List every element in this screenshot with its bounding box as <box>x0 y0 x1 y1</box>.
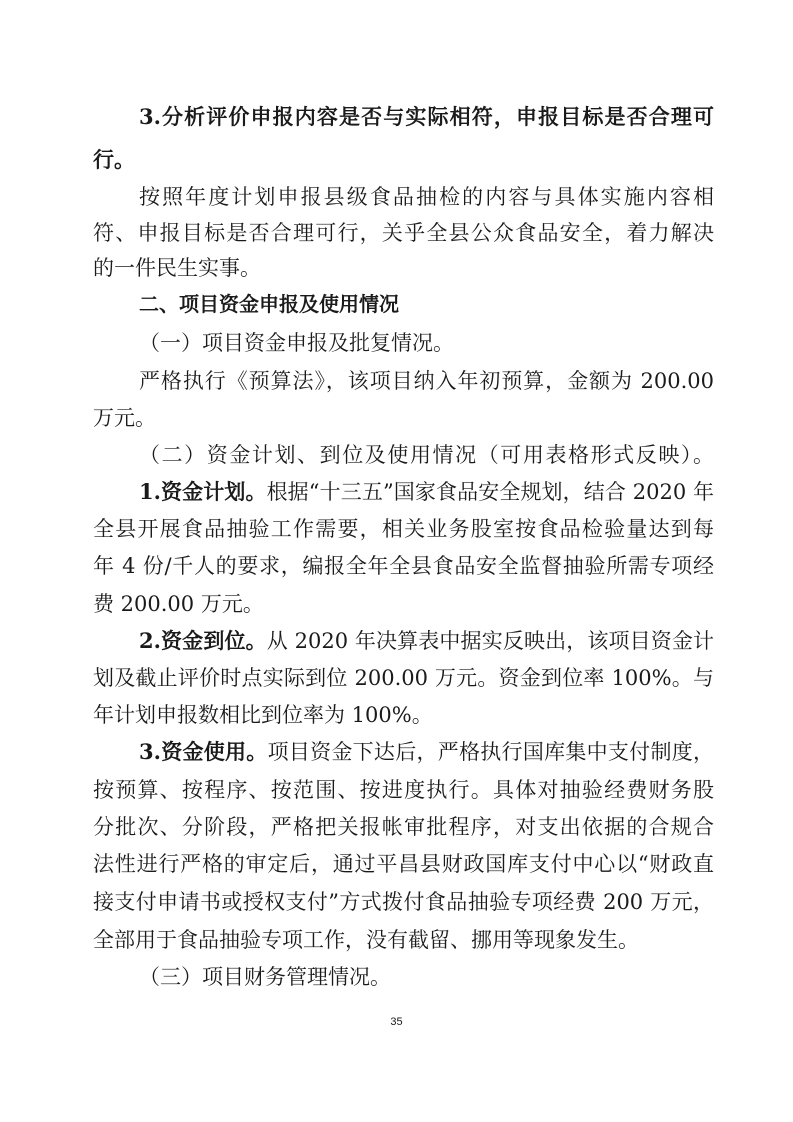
subsection-heading <box>93 102 714 132</box>
bold-lead: 行。 <box>93 147 135 172</box>
line-text: 年计划申报数相比到位率为 100%。 <box>93 703 433 727</box>
line-text: 严格执行《预算法》，该项目纳入年初预算，金额为 200.00 <box>139 369 714 393</box>
line-text: 按照年度计划申报县级食品抽检的内容与具体实施内容相 <box>139 185 714 209</box>
line-text: 年 4 份/千人的要求，编报全年全县食品安全监督抽验所需专项经 <box>93 554 714 578</box>
line-text: 费 200.00 万元。 <box>93 592 264 616</box>
text-line <box>93 887 714 917</box>
line-text: （二）资金计划、到位及使用情况（可用表格形式反映）。 <box>139 443 714 467</box>
text-line <box>93 514 714 544</box>
text-line <box>93 477 714 507</box>
text-line <box>93 626 714 656</box>
text-line <box>93 589 714 619</box>
page-number: 35 <box>390 1016 403 1028</box>
text-line <box>93 218 714 248</box>
text-line <box>93 366 714 396</box>
text-line <box>93 551 714 581</box>
line-text: （三）项目财务管理情况。 <box>139 965 391 989</box>
text-line <box>93 849 714 879</box>
text-line <box>93 663 714 693</box>
line-text: 划及截止评价时点实际到位 200.00 万元。资金到位率 100%。与 <box>93 666 714 690</box>
line-text: 全部用于食品抽验专项工作，没有截留、挪用等现象发生。 <box>93 928 639 952</box>
section-heading <box>93 289 714 319</box>
text-line <box>93 737 714 767</box>
text-line <box>93 700 714 730</box>
subsection-heading <box>93 145 714 175</box>
text-line <box>93 812 714 842</box>
bold-lead: 2.资金到位。 <box>139 628 267 653</box>
text-line <box>93 440 714 470</box>
text-line <box>93 962 714 992</box>
line-text: 二、项目资金申报及使用情况 <box>139 292 399 316</box>
line-text: 万元。 <box>93 406 156 430</box>
text-line <box>93 182 714 212</box>
line-text: 的一件民生实事。 <box>93 256 261 280</box>
line-text: 全县开展食品抽验工作需要，相关业务股室按食品检验量达到每 <box>93 517 714 541</box>
line-text: 接支付申请书或授权支付”方式拨付食品抽验专项经费 200 万元， <box>93 890 714 914</box>
text-line <box>93 925 714 955</box>
bold-lead: 3.分析评价申报内容是否与实际相符，申报目标是否合理可 <box>139 104 714 129</box>
line-text: 法性进行严格的审定后，通过平昌县财政国库支付中心以“财政直 <box>93 852 714 876</box>
line-text: 根据“十三五”国家食品安全规划，结合 2020 年 <box>266 480 714 504</box>
line-text: 符、申报目标是否合理可行，关乎全县公众食品安全，着力解决 <box>93 221 714 245</box>
line-text: 项目资金下达后，严格执行国库集中支付制度， <box>267 740 714 764</box>
text-line <box>93 775 714 805</box>
text-line <box>93 253 714 283</box>
text-line <box>93 328 714 358</box>
bold-lead: 3.资金使用。 <box>139 739 268 764</box>
text-line <box>93 403 714 433</box>
bold-lead: 1.资金计划。 <box>139 479 267 504</box>
line-text: 按预算、按程序、按范围、按进度执行。具体对抽验经费财务股 <box>93 778 714 802</box>
line-text: 从 2020 年决算表中据实反映出，该项目资金计 <box>266 629 714 653</box>
line-text: （一）项目资金申报及批复情况。 <box>139 331 454 355</box>
line-text: 分批次、分阶段，严格把关报帐审批程序，对支出依据的合规合 <box>93 815 714 839</box>
